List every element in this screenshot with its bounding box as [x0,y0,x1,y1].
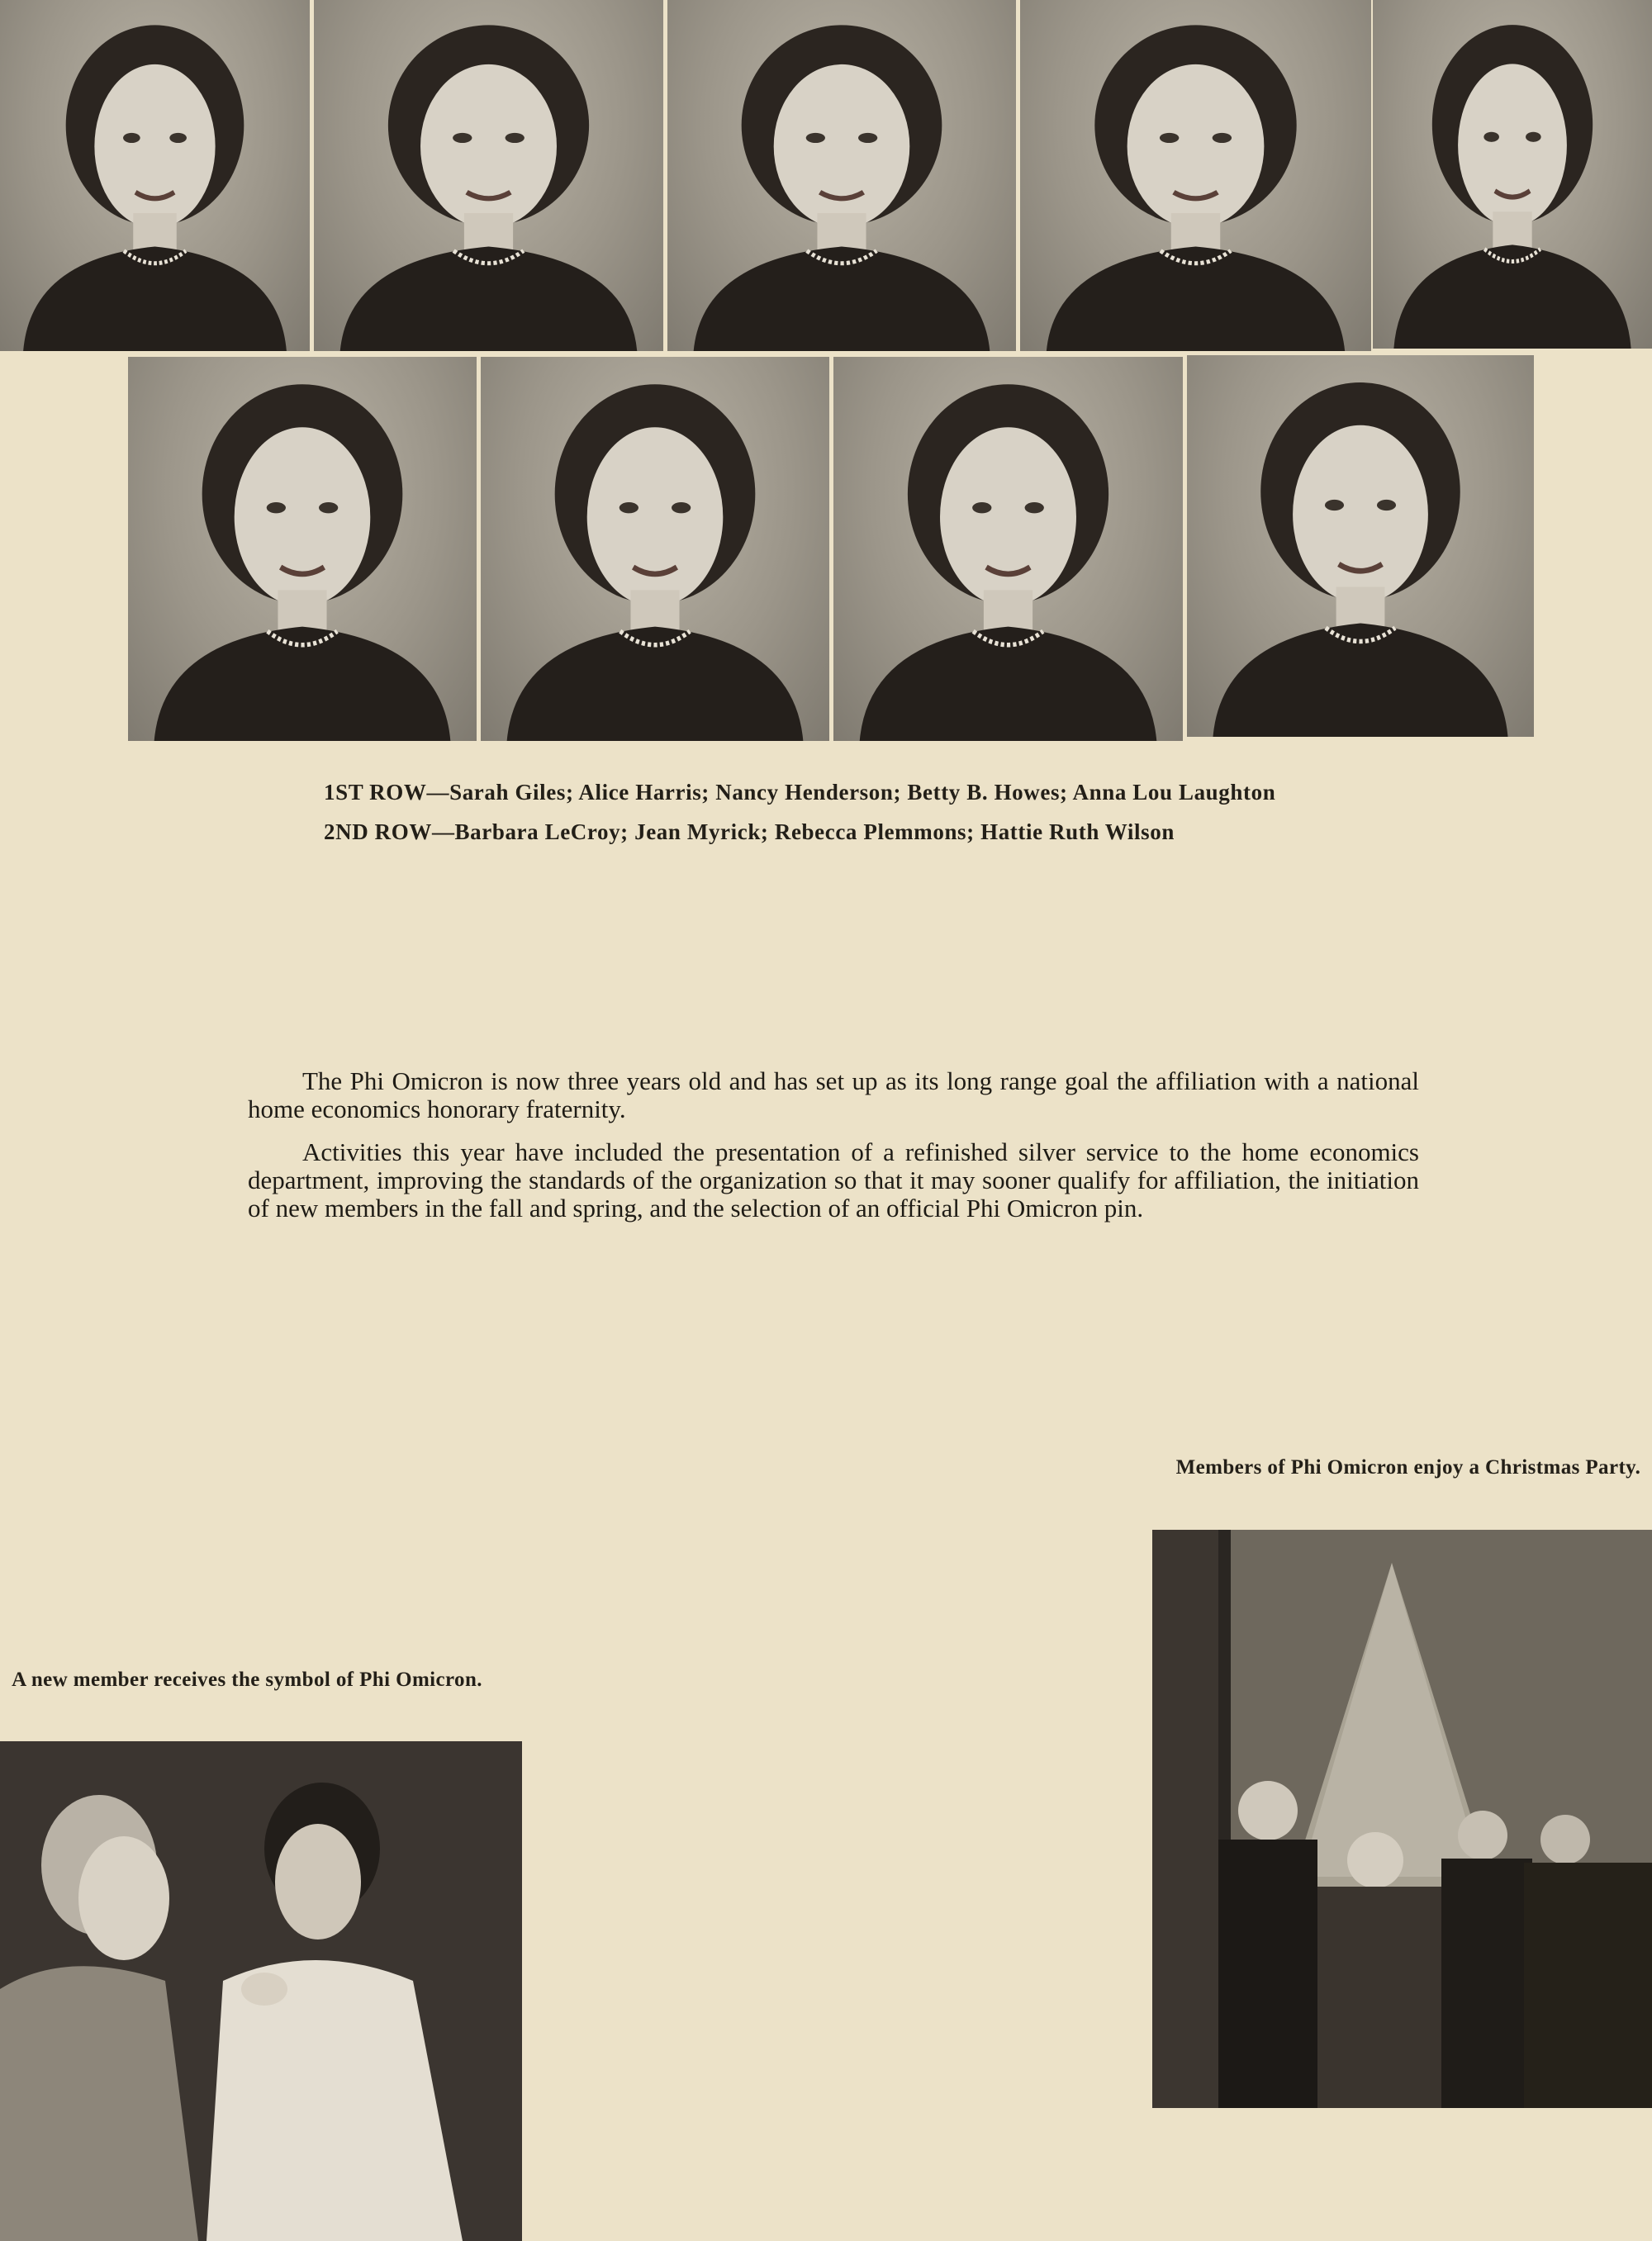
portrait-row2-2-image [481,357,829,741]
initiation-photo-caption: A new member receives the symbol of Phi Omicron. [12,1669,482,1691]
portrait-row1-4 [1020,0,1371,351]
christmas-photo-caption: Members of Phi Omicron enjoy a Christmas Party. [1175,1456,1641,1479]
portrait-row1-1-image [0,0,310,351]
portrait-row1-2 [314,0,663,351]
portrait-row1-3-image [667,0,1016,351]
initiation-image [0,1741,522,2241]
portrait-row2-2 [481,357,829,741]
row2-caption: 2ND ROW—Barbara LeCroy; Jean Myrick; Rebecca Plemmons; Hattie Ruth Wilson [324,819,1175,844]
portrait-row1-1 [0,0,310,351]
article-body [248,1067,1419,1237]
portrait-row1-2-image [314,0,663,351]
initiation-photo [0,1741,522,2241]
portrait-row1-5 [1373,0,1652,349]
christmas-party-photo [1152,1530,1652,2108]
portrait-row1-3 [667,0,1016,351]
portrait-row2-4-image [1187,355,1534,737]
portrait-row2-1-image [128,357,477,741]
portrait-row2-3 [833,357,1183,741]
portrait-row1-4-image [1020,0,1371,351]
portrait-row2-1 [128,357,477,741]
article-paragraph-2: Activities this year have included the presentation of a refinished silver service to the home economics department, improving the standards of the organization so that it may sooner qualify for affiliation, the initiation of new members in the fall and spring, and the selection of an official Phi Omicron pin. [248,1137,1419,1223]
row1-caption: 1ST ROW—Sarah Giles; Alice Harris; Nancy Henderson; Betty B. Howes; Anna Lou Laughton [324,780,1276,805]
portrait-row2-4 [1187,355,1534,737]
portrait-row1-5-image [1373,0,1652,349]
article-paragraph-1: The Phi Omicron is now three years old and has set up as its long range goal the affiliation with a national home economics honorary fraternity. [248,1066,1419,1123]
christmas-party-image [1152,1530,1652,2108]
portrait-row2-3-image [833,357,1183,741]
